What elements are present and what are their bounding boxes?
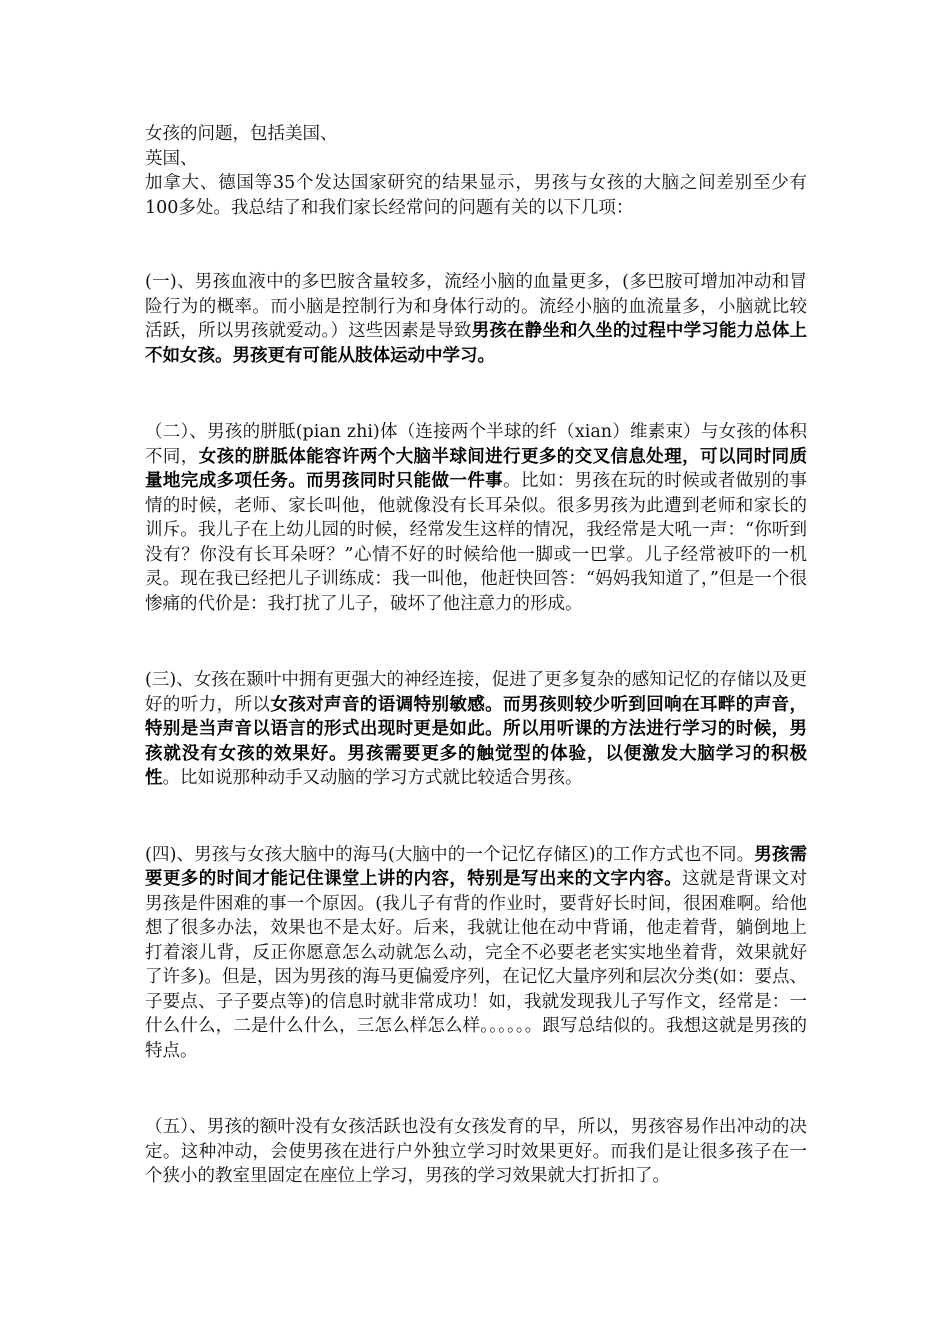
section-4-emphasis: 男孩需要更多的时间才能记住课堂上讲的内容，特别是写出来的文字内容。 [145,844,808,889]
section-3-text-cont: 。比如说那种动手又动脑的学习方式就比较适合男孩。 [162,768,583,788]
intro-paragraph: 加拿大、德国等35个发达国家研究的结果显示，男孩与女孩的大脑之间差别至少有100多处。我总结了和我们家长经常问的问题有关的以下几项： [145,173,807,218]
section-2-paragraph [145,420,807,616]
paragraph-spacer [145,616,807,668]
section-4-paragraph [145,843,807,1064]
paragraph-spacer [145,368,807,420]
section-3-emphasis: 女孩对声音的语调特别敏感。而男孩则较少听到回响在耳畔的声音，特别是当声音以语言的形式出现时更是如此。所以用听课的方法进行学习的时候，男孩就没有女孩的效果好。男孩需要更多的触觉型的体验，以便激发大脑学习的积极性 [145,694,808,788]
paragraph-spacer [145,1063,807,1115]
paragraph-spacer [145,220,807,270]
intro-line-1: 女孩的问题，包括美国、 [145,124,338,144]
section-4-text: (四)、男孩与女孩大脑中的海马(大脑中的一个记忆存储区)的工作方式也不同。 [145,844,755,865]
section-1-paragraph [145,270,807,368]
section-4-text-cont: 这就是背课文对男孩是件困难的事一个原因。(我儿子有背的作业时，要背好长时间，很困难啊。给他想了很多办法，效果也不是太好。后来，我就让他在动中背诵，他走着背，躺倒地上打着滚儿背，反正你愿意怎么动就怎么动，完全不必要老老实实地坐着背，效果就好了许多)。但是，因为男孩的海马更偏爱序列，在记忆大量序列和层次分类(如：要点、子要点、子子要点等)的信息时就非常成功！如，我就发现我儿子写作文，经常是：一什么什么，二是什么什么，三怎么样怎么样。。。。。。跟写总结似的。我想这就是男孩的特点。 [145,869,808,1061]
document-body [145,122,807,1189]
section-1-emphasis: 男孩在静坐和久坐的过程中学习能力总体上不如女孩。男孩更有可能从肢体运动中学习。 [145,321,807,366]
section-3-paragraph [145,668,807,791]
section-2-text: （二）、男孩的胼胝(pian zhi)体（连接两个半球的纤（xian）维素束）与女孩的体积不同， [145,422,807,467]
section-5-paragraph [145,1115,807,1189]
section-1-text: (一)、男孩血液中的多巴胺含量较多，流经小脑的血量更多，(多巴胺可增加冲动和冒险行为的概率。而小脑是控制行为和身体行动的。流经小脑的血流量多，小脑就比较活跃，所以男孩就爱动。）这些因素是导致 [145,272,807,341]
intro-line-2: 英国、 [145,148,198,169]
section-2-emphasis: 女孩的胼胝体能容许两个大脑半球间进行更多的交叉信息处理，可以同时同质量地完成多项任务。而男孩同时只能做一件事 [145,446,808,491]
section-5-text: （五）、男孩的额叶没有女孩活跃也没有女孩发育的早，所以，男孩容易作出冲动的决定。这种冲动，会使男孩在进行户外独立学习时效果更好。而我们是让很多孩子在一个狭小的教室里固定在座位上学习，男孩的学习效果就大打折扣了。 [145,1117,807,1186]
section-3-text: (三)、女孩在颞叶中拥有更强大的神经连接，促进了更多复杂的感知记忆的存储以及更好的听力，所以 [145,670,807,715]
paragraph-spacer [145,791,807,843]
section-2-text-cont: 。比如：男孩在玩的时候或者做别的事情的时候，老师、家长叫他，他就像没有长耳朵似。很多男孩为此遭到老师和家长的训斥。我儿子在上幼儿园的时候，经常发生这样的情况，我经常是大吼一声：“你听到没有？你没有长耳朵呀？”心情不好的时候给他一脚或一巴掌。儿子经常被吓的一机灵。现在我已经把儿子训练成：我一叫他，他赶快回答：“妈妈我知道了，”但是一个很惨痛的代价是：我打扰了儿子，破坏了他注意力的形成。 [145,471,808,614]
